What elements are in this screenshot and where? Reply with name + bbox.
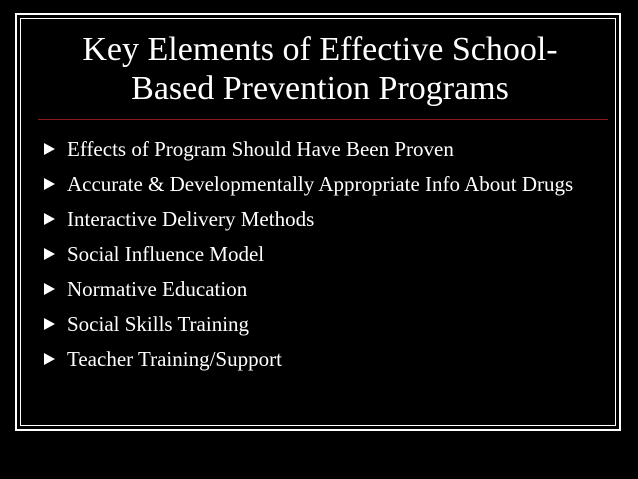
triangle-right-icon [44, 353, 55, 365]
triangle-right-icon [44, 283, 55, 295]
bullet-item [43, 137, 603, 161]
triangle-right-icon [44, 143, 55, 155]
bullet-item [43, 347, 603, 371]
bullet-text: Effects of Program Should Have Been Proven [67, 137, 454, 161]
bullet-text: Interactive Delivery Methods [67, 207, 315, 231]
bullet-text: Accurate & Developmentally Appropriate Info About Drugs [67, 172, 574, 196]
bullet-text: Normative Education [67, 277, 248, 301]
slide-title [40, 30, 600, 108]
bullet-list [43, 137, 603, 382]
triangle-right-icon [44, 248, 55, 260]
slide-title-line-2: Based Prevention Programs [131, 70, 509, 107]
bullet-text: Social Influence Model [67, 242, 265, 266]
bullet-item [43, 207, 603, 231]
bullet-item [43, 312, 603, 336]
triangle-right-icon [44, 318, 55, 330]
bullet-item [43, 172, 603, 196]
bullet-item [43, 277, 603, 301]
triangle-right-icon [44, 213, 55, 225]
bullet-text: Teacher Training/Support [67, 347, 282, 371]
slide-title-line-1: Key Elements of Effective School- [82, 31, 558, 68]
bullet-text: Social Skills Training [67, 312, 250, 336]
title-divider [38, 119, 608, 120]
bullet-item [43, 242, 603, 266]
triangle-right-icon [44, 178, 55, 190]
